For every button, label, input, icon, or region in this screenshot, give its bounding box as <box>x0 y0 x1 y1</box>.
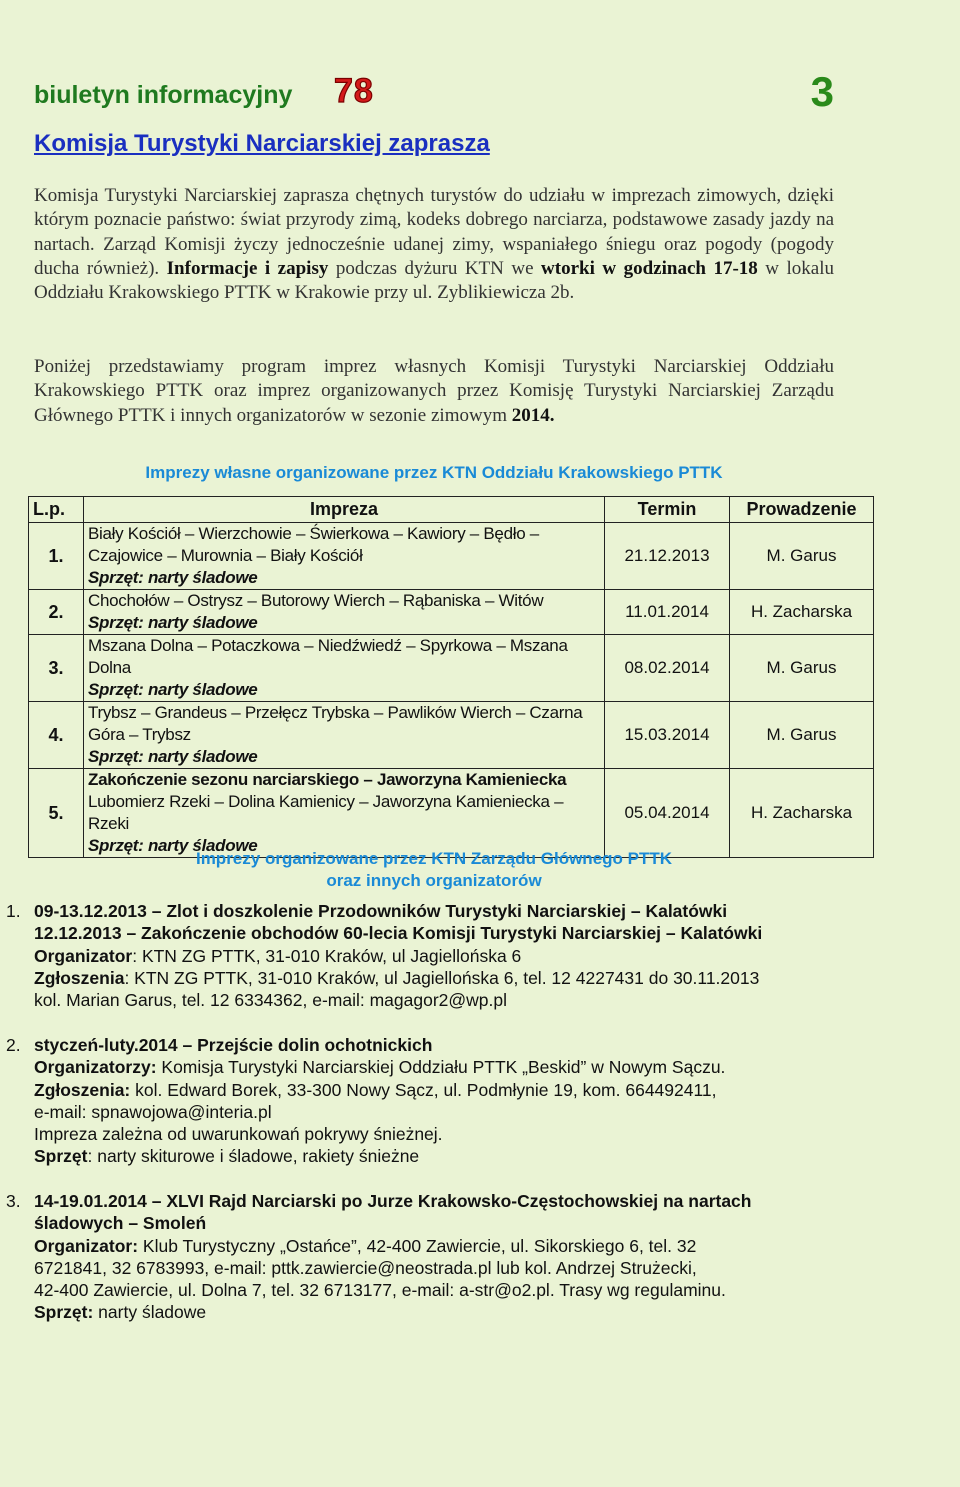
row-date: 21.12.2013 <box>605 523 730 590</box>
row-leader: M. Garus <box>730 635 874 702</box>
issue-number: 78 <box>334 72 374 110</box>
row-leader: H. Zacharska <box>730 769 874 858</box>
gear-note: Sprzęt: narty śladowe <box>88 836 258 855</box>
intro-paragraph: Komisja Turystyki Narciarskiej zaprasza chętnych turystów do udziału w imprezach zimowych, dzięki którym poznacie państwo: świat przyrody zimą, kodeks dobrego narciarza, podstawowe zasady jazdy na nartach. Zarząd Komisji życzy jednocześnie udanej zimy, wspaniałego śniegu oraz pogody (pogody ducha również). Informacje i zapisy podczas dyżuru KTN we wtorki w godzinach 17-18 w lokalu Oddziału Krakowskiego PTTK w Krakowie przy ul. Zyblikiewicza 2b. <box>34 185 834 304</box>
bulletin-name: biuletyn informacyjny <box>34 81 293 109</box>
item-number: 2. <box>6 1035 21 1055</box>
table-row <box>29 590 874 635</box>
row-route: Chochołów – Ostrysz – Butorowy Wierch – Rąbaniska – Witów Sprzęt: narty śladowe <box>84 590 605 635</box>
col-impreza: Impreza <box>84 497 605 523</box>
row-date: 11.01.2014 <box>605 590 730 635</box>
row-route: Trybsz – Grandeus – Przełęcz Trybska – Pawlików Wierch – Czarna Góra – Trybsz Sprzęt: narty śladowe <box>84 702 605 769</box>
col-termin: Termin <box>605 497 730 523</box>
row-route: Biały Kościół – Wierzchowie – Świerkowa – Kawiory – Będło – Czajowice – Murownia – Biały Kościół Sprzęt: narty śladowe <box>84 523 605 590</box>
page-number: 3 <box>810 68 834 115</box>
page-header <box>34 68 834 118</box>
row-lp: 1. <box>29 523 84 590</box>
item-number: 1. <box>6 901 21 921</box>
external-events-heading: Imprezy organizowane przez KTN Zarządu Głównego PTTK oraz innych organizatorów <box>195 849 673 890</box>
own-events-heading: Imprezy własne organizowane przez KTN Oddziału Krakowskiego PTTK <box>145 463 723 482</box>
gear-note: Sprzęt: narty śladowe <box>88 613 258 632</box>
row-lp: 2. <box>29 590 84 635</box>
row-route: Mszana Dolna – Potaczkowa – Niedźwiedź – Spyrkowa – Mszana Dolna Sprzęt: narty śladowe <box>84 635 605 702</box>
row-date: 08.02.2014 <box>605 635 730 702</box>
external-event-2: 2. styczeń-luty.2014 – Przejście dolin ochotnickich Organizatorzy: Komisja Turystyki Narciarskiej Oddziału PTTK „Beskid” w Nowym Sączu. Zgłoszenia: kol. Edward Borek, 33-300 Nowy Sącz, ul. Podmłynie 19, kom. 664492411, e-mail: spnawojowa@interia.pl Impreza zależna od uwarunkowań pokrywy śnieżnej. Sprzęt: narty skiturowe i śladowe, rakiety śnieżne <box>6 1035 726 1167</box>
table-header-row <box>29 497 874 523</box>
gear-note: Sprzęt: narty śladowe <box>88 680 258 699</box>
external-event-3: 3. 14-19.01.2014 – XLVI Rajd Narciarski po Jurze Krakowsko-Częstochowskiej na nartach śladowych – Smoleń Organizator: Klub Turystyczny „Ostańce”, 42-400 Zawiercie, ul. Sikorskiego 6, tel. 32 6721841, 32 6783993, e-mail: pttk.zawiercie@neostrada.pl lub kol. Andrzej Strużecki, 42-400 Zawiercie, ul. Dolna 7, tel. 32 6713177, e-mail: a-str@o2.pl. Trasy wg regulaminu. Sprzęt: narty śladowe <box>6 1191 752 1323</box>
row-leader: M. Garus <box>730 523 874 590</box>
item-number: 3. <box>6 1191 21 1211</box>
col-prowadzenie: Prowadzenie <box>730 497 874 523</box>
table-row <box>29 769 874 858</box>
own-events-table <box>28 496 874 858</box>
gear-note: Sprzęt: narty śladowe <box>88 568 258 587</box>
table-row <box>29 635 874 702</box>
table-row <box>29 523 874 590</box>
row-date: 15.03.2014 <box>605 702 730 769</box>
program-paragraph: Poniżej przedstawiamy program imprez własnych Komisji Turystyki Narciarskiej Oddziału Krakowskiego PTTK oraz imprez organizowanych przez Komisję Turystyki Narciarskiej Zarządu Głównego PTTK i innych organizatorów w sezonie zimowym 2014. <box>34 356 834 426</box>
row-lp: 5. <box>29 769 84 858</box>
table-row <box>29 702 874 769</box>
external-event-1: 1. 09-13.12.2013 – Zlot i doszkolenie Przodowników Turystyki Narciarskiej – Kalatówki 12.12.2013 – Zakończenie obchodów 60-lecia Komisji Turystyki Narciarskiej – Kalatówki Organizator: KTN ZG PTTK, 31-010 Kraków, ul Jagiellońska 6 Zgłoszenia: KTN ZG PTTK, 31-010 Kraków, ul Jagiellońska 6, tel. 12 4227431 do 30.11.2013 kol. Marian Garus, tel. 12 6334362, e-mail: magagor2@wp.pl <box>6 901 763 1011</box>
row-leader: M. Garus <box>730 702 874 769</box>
row-date: 05.04.2014 <box>605 769 730 858</box>
page-title: Komisja Turystyki Narciarskiej zaprasza <box>34 130 490 157</box>
row-lp: 3. <box>29 635 84 702</box>
row-leader: H. Zacharska <box>730 590 874 635</box>
row-lp: 4. <box>29 702 84 769</box>
col-lp: L.p. <box>29 497 84 523</box>
row-route: Zakończenie sezonu narciarskiego – Jaworzyna Kamieniecka Lubomierz Rzeki – Dolina Kamienicy – Jaworzyna Kamieniecka – Rzeki Sprzęt: narty śladowe <box>84 769 605 858</box>
gear-note: Sprzęt: narty śladowe <box>88 747 258 766</box>
